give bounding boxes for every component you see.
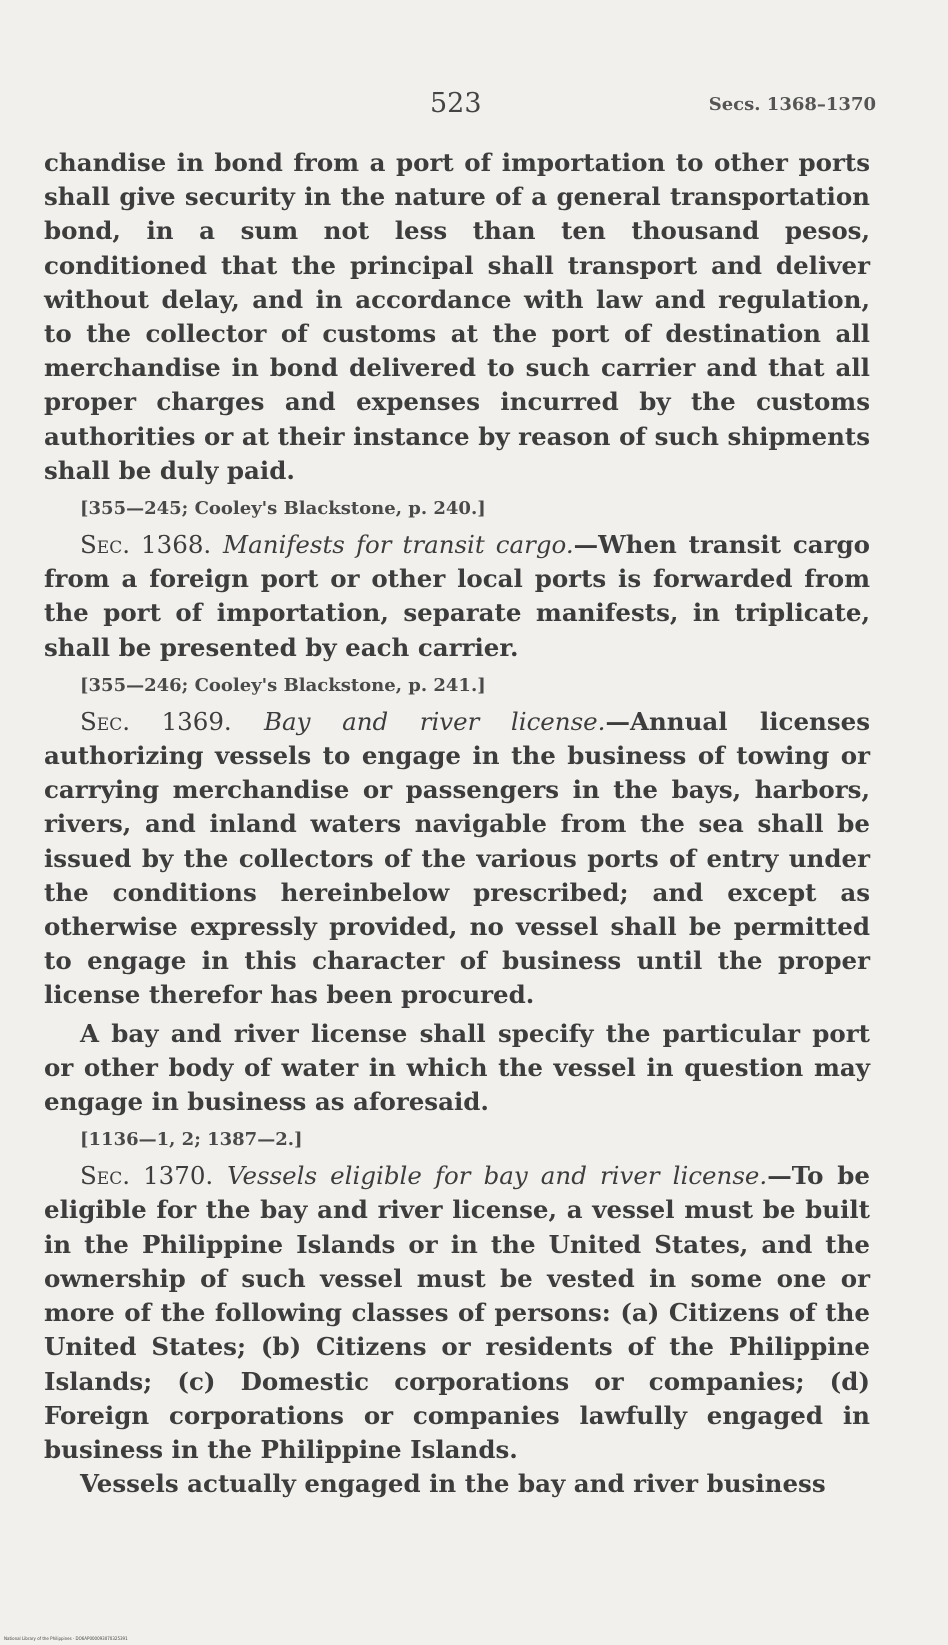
section-1368	[44, 528, 870, 665]
section-label: Sec. 1369.	[80, 706, 232, 736]
section-label: Sec. 1368.	[80, 530, 212, 560]
section-label: Sec. 1370.	[80, 1161, 214, 1191]
section-1370	[44, 1159, 870, 1467]
section-range: Secs. 1368–1370	[708, 94, 876, 115]
page-body	[44, 146, 870, 1501]
section-heading: Vessels eligible for bay and river license.	[227, 1161, 768, 1191]
page-number: 523	[430, 88, 482, 119]
paragraph: A bay and river license shall specify the particular port or other body of water in which the vessel in question may engage in business as aforesaid.	[44, 1018, 870, 1117]
section-text: —Annual licenses authorizing vessels to engage in the business of towing or carrying merchandise or passengers in the bays, harbors, rivers, and inland waters navigable from the sea shall be issued by the collectors of the various ports of entry under the conditions hereinbelow prescribed; and except as otherwise expressly provided, no vessel shall be permitted to engage in this character of business until the proper license therefor has been procured.	[44, 706, 871, 1010]
citation: [355—246; Cooley's Blackstone, p. 241.]	[80, 674, 486, 696]
section-heading: Bay and river license.	[264, 706, 606, 736]
scan-footer: National Library of the Philippines · DO6AP000093070325391	[4, 1636, 128, 1641]
page-header	[0, 88, 948, 124]
section-1369	[44, 705, 870, 1013]
section-heading: Manifests for transit cargo.	[223, 530, 574, 560]
paragraph: Vessels actually engaged in the bay and river business	[80, 1469, 826, 1499]
section-text: —When transit cargo from a foreign port or other local ports is forwarded from the port of importation, separate manifests, in triplicate, shall be presented by each carrier.	[44, 530, 870, 662]
section-text: —To be eligible for the bay and river license, a vessel must be built in the Philippine Islands or in the United States, and the ownership of such vessel must be vested in some one or more of the following classes of persons: (a) Citizens of the United States; (b) Citizens or residents of the Philippine Islands; (c) Domestic corporations or companies; (d) Foreign corporations or companies lawfully engaged in business in the Philippine Islands.	[44, 1161, 871, 1464]
paragraph-continuation: chandise in bond from a port of importation to other ports shall give security in the nature of a general transportation bond, in a sum not less than ten thousand pesos, conditioned that the principal shall transport and deliver without delay, and in accordance with law and regulation, to the collector of customs at the port of destination all merchandise in bond delivered to such carrier and that all proper charges and expenses incurred by the customs authorities or at their instance by reason of such shipments shall be duly paid.	[44, 148, 870, 485]
citation: [355—245; Cooley's Blackstone, p. 240.]	[80, 498, 486, 520]
citation: [1136—1, 2; 1387—2.]	[80, 1129, 303, 1151]
